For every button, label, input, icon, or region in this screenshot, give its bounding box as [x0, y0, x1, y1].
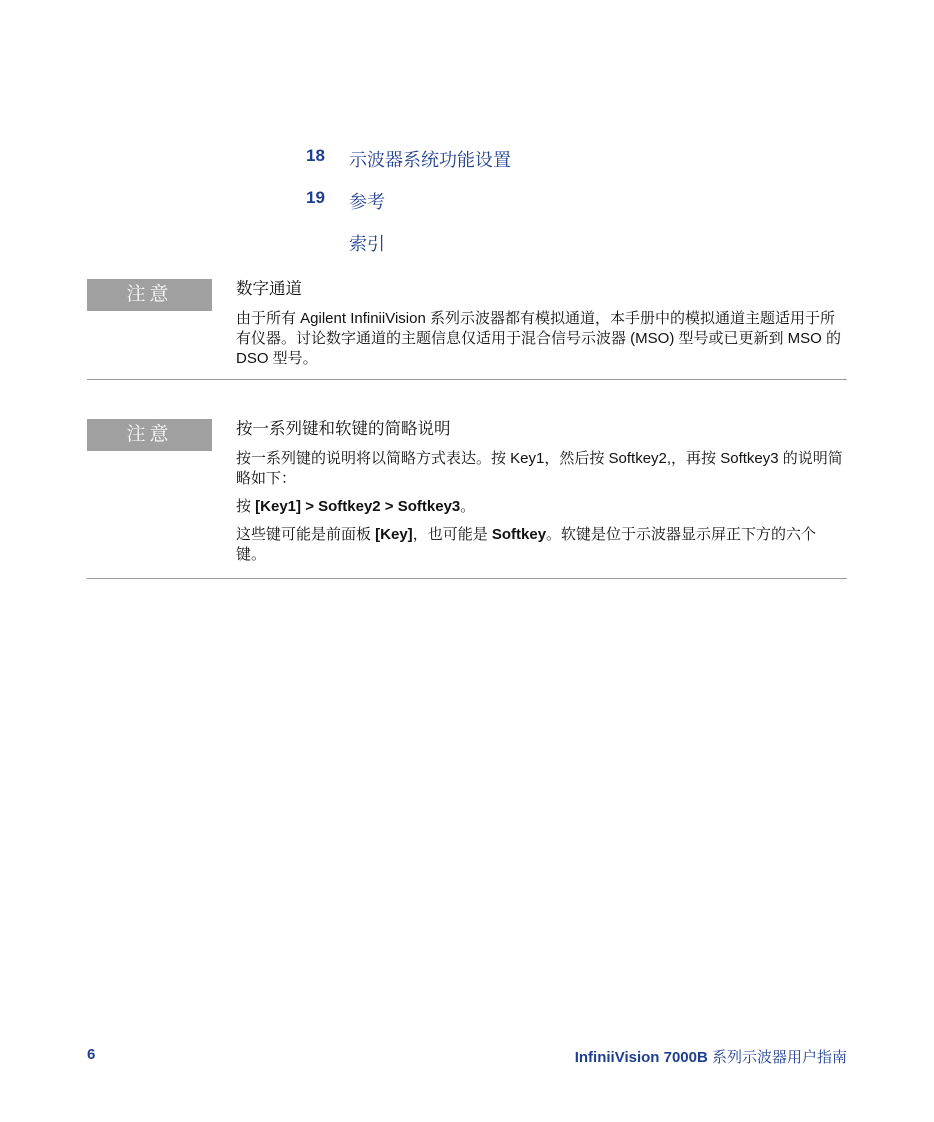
toc-chapter-title[interactable]: 示波器系统功能设置	[349, 150, 511, 170]
toc-entry[interactable]	[306, 185, 706, 227]
key-term: [Key]	[375, 526, 413, 543]
text-fragment: 这些键可能是前面板	[236, 526, 376, 543]
product-name: InfiniiVision 7000B	[574, 1049, 708, 1066]
table-of-contents	[306, 143, 706, 269]
text-fragment: ，也可能是	[412, 526, 492, 543]
note-divider	[87, 578, 847, 579]
note-body	[236, 419, 846, 573]
example-suffix: 。	[460, 498, 476, 515]
note-body	[236, 279, 846, 377]
note-key-sequence	[87, 419, 847, 581]
text-fragment: 。软键是位于示波器显示屏正下方的六个键。	[236, 526, 817, 563]
note-badge: 注意	[87, 279, 212, 311]
running-footer	[575, 1046, 847, 1067]
page-number: 6	[87, 1046, 96, 1063]
toc-entry[interactable]	[306, 227, 706, 269]
note-divider	[87, 379, 847, 380]
note-paragraph: 按一系列键的说明将以简略方式表达。按 Key1，然后按 Softkey2,，再按 Softkey3 的说明简略如下：	[236, 450, 843, 487]
toc-chapter-number: 19	[306, 188, 325, 207]
note-badge: 注意	[87, 419, 212, 451]
note-title: 数字通道	[236, 280, 302, 298]
example-prefix: 按	[236, 498, 256, 515]
toc-entry[interactable]	[306, 143, 706, 185]
note-title: 按一系列键和软键的简略说明	[236, 420, 451, 438]
toc-chapter-number: 18	[306, 146, 325, 165]
note-paragraph	[236, 525, 846, 565]
softkey-term: Softkey	[491, 526, 547, 543]
key-sequence-example	[236, 497, 846, 517]
toc-chapter-title[interactable]: 参考	[349, 192, 385, 212]
example-key-sequence: [Key1] > Softkey2 > Softkey3	[255, 498, 461, 515]
note-digital-channels	[87, 279, 847, 381]
note-paragraph: 由于所有 Agilent InfiniiVision 系列示波器都有模拟通道，本手册中的模拟通道主题适用于所有仪器。讨论数字通道的主题信息仅适用于混合信号示波器 (MSO) 型号或已更新到 MSO 的 DSO 型号。	[236, 310, 841, 367]
guide-title: 系列示波器用户指南	[707, 1049, 847, 1066]
toc-chapter-title[interactable]: 索引	[349, 234, 385, 254]
